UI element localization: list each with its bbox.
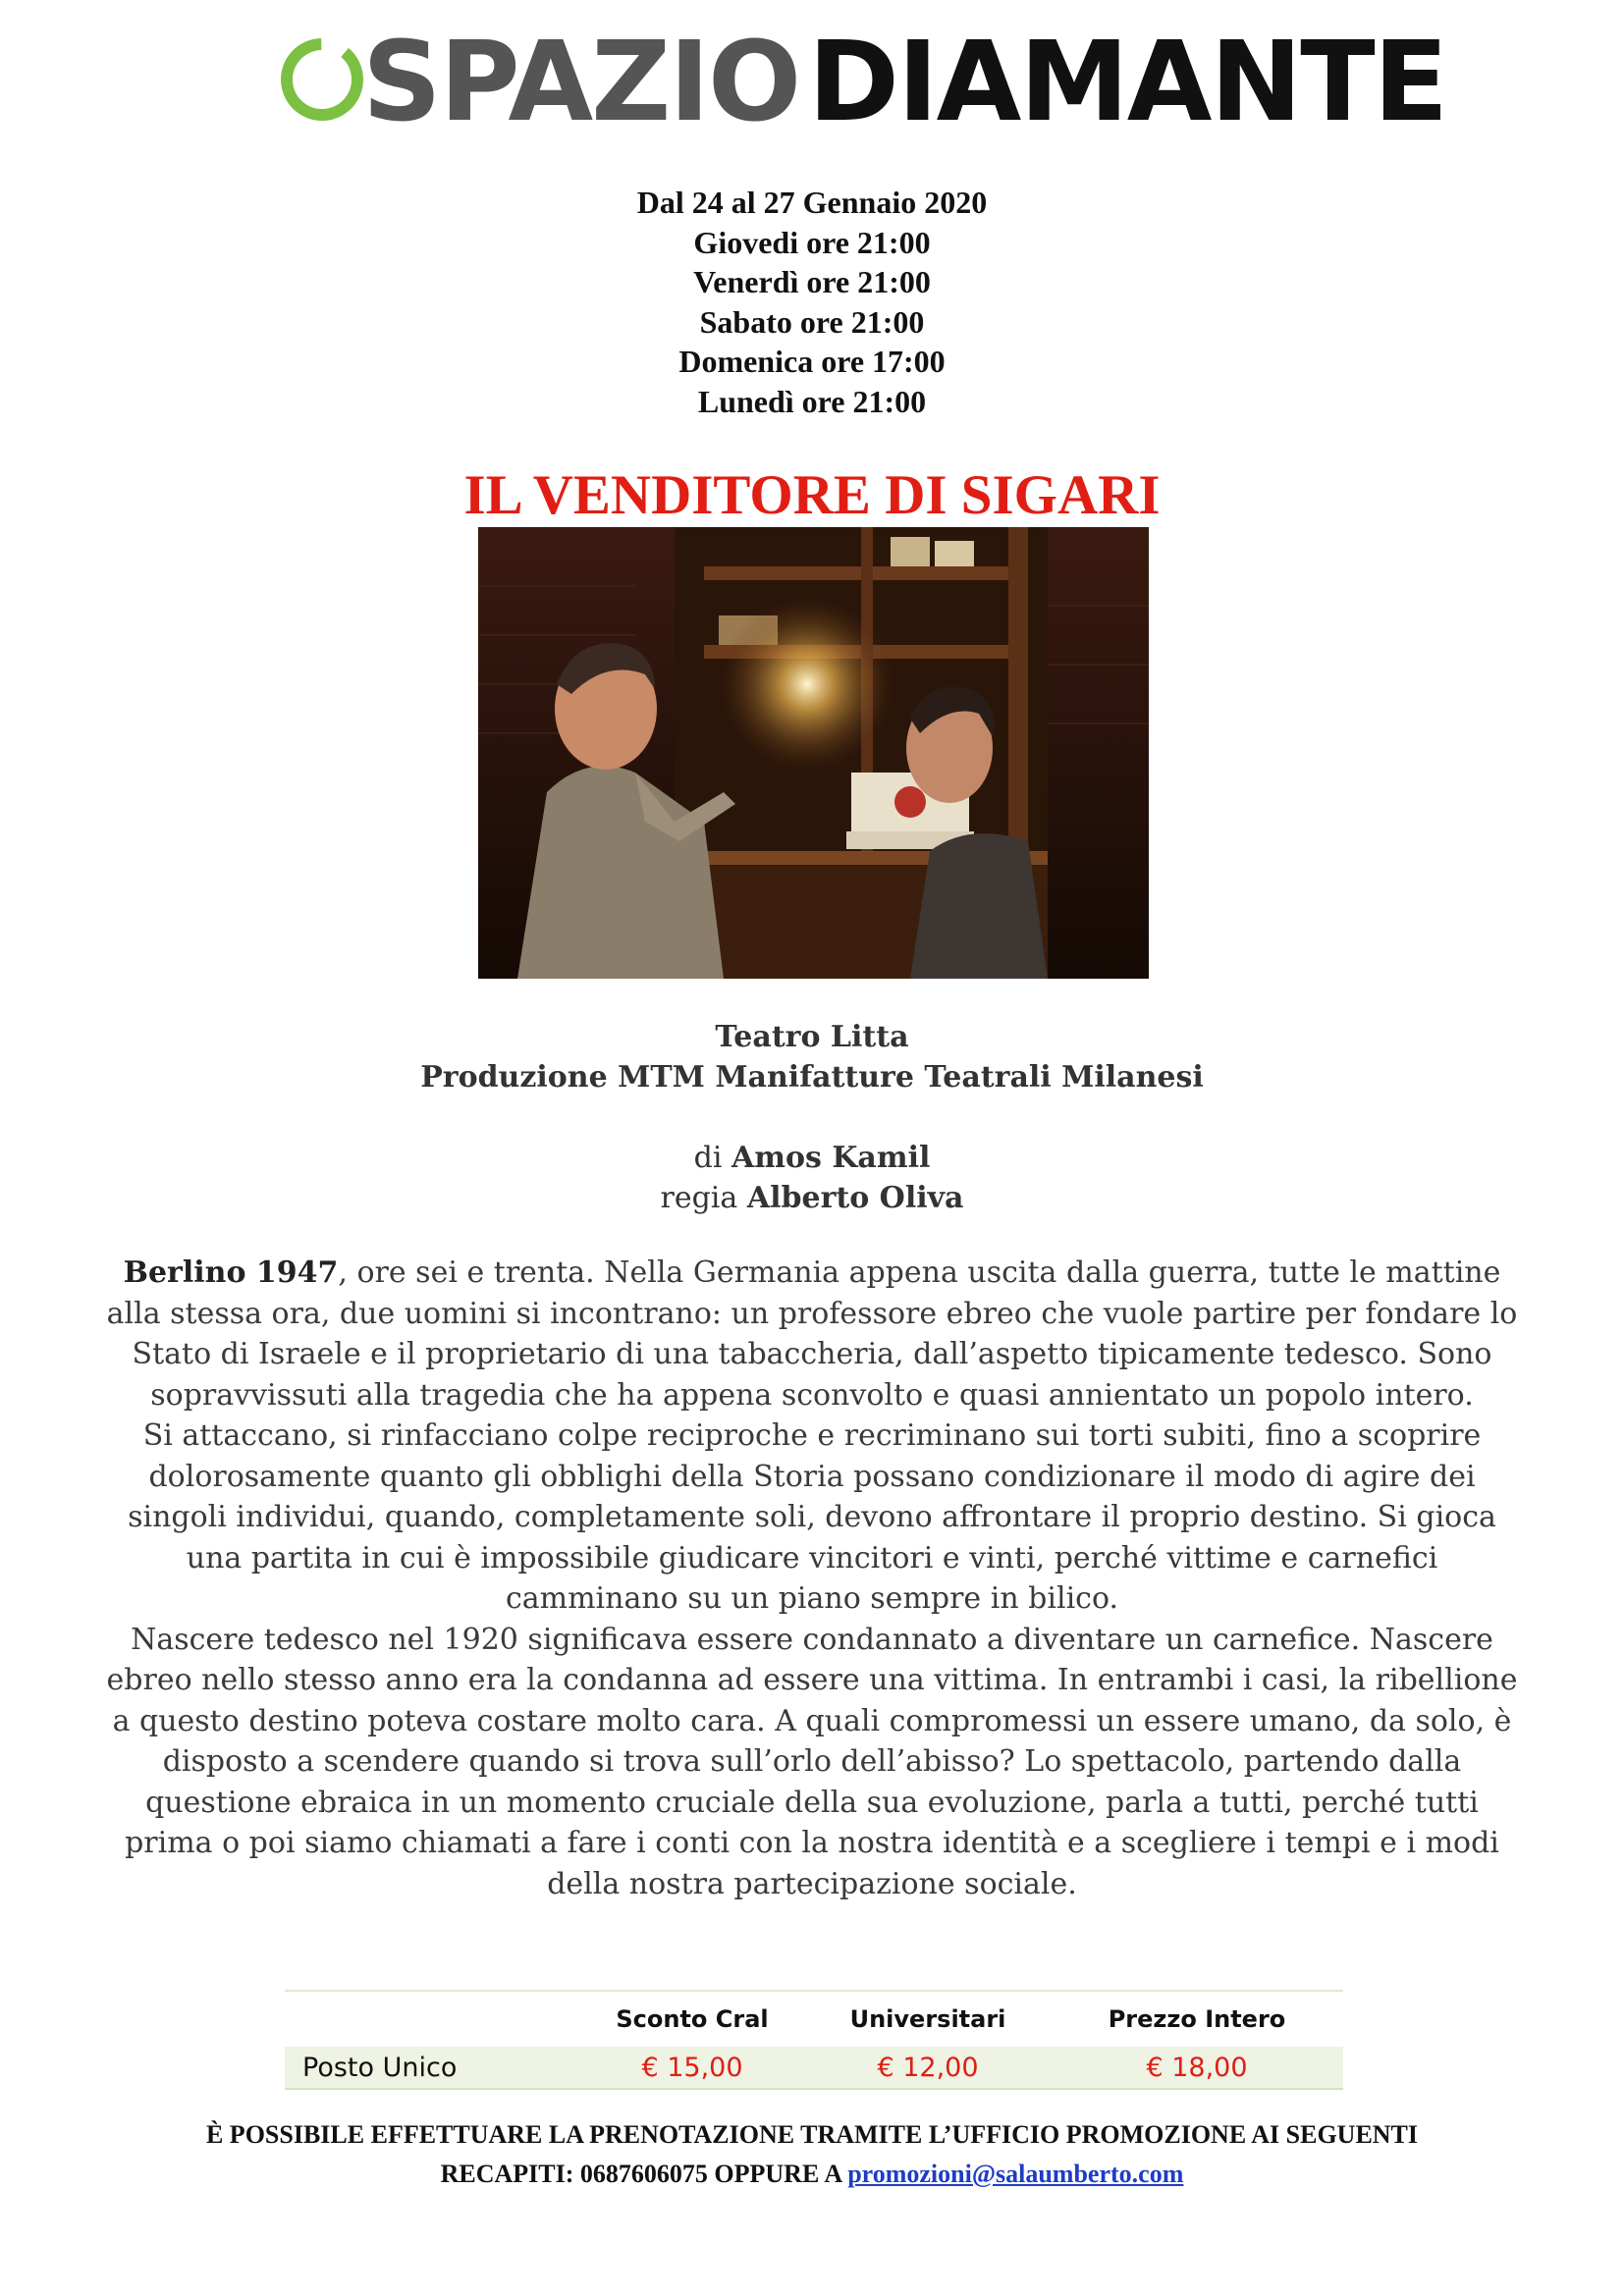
header-universitari: Universitari <box>849 2005 1006 2033</box>
stage-scene-illustration <box>478 527 1149 979</box>
logo-word-diamante: DIAMANTE <box>808 19 1447 146</box>
schedule-sunday: Domenica ore 17:00 <box>678 344 946 379</box>
schedule-friday: Venerdì ore 21:00 <box>693 264 931 299</box>
synopsis-paragraph-1 <box>98 1253 1526 1415</box>
author-prefix: di <box>693 1141 731 1175</box>
email-link[interactable]: promozioni@salaumberto.com <box>847 2160 1184 2188</box>
header-prezzo-intero: Prezzo Intero <box>1108 2005 1286 2033</box>
price-table <box>285 1990 1343 2090</box>
price-universitari: € 12,00 <box>877 2052 979 2083</box>
show-photo <box>478 527 1149 979</box>
booking-line-1: È POSSIBILE EFFETTUARE LA PRENOTAZIONE TRAMITE L’UFFICIO PROMOZIONE AI SEGUENTI <box>205 2120 1419 2149</box>
price-table-header <box>285 1992 1343 2047</box>
theatre-name: Teatro Litta <box>715 1020 909 1054</box>
synopsis-paragraph-3: Nascere tedesco nel 1920 significava essere condannato a diventare un carnefice. Nascere ebreo nello stesso anno era la condanna ad essere una vittima. In entrambi i casi, la ribellione a questo destino poteva costare molto cara. A quali compromessi un essere umano, da solo, è disposto a scendere quando si trova sull’orlo dell’abisso? Lo spettacolo, partendo dalla questione ebraica in un momento cruciale della sua evoluzione, parla a tutti, perché tutti prima o poi siamo chiamati a fare i conti con la nostra identità e a scegliere i tempi e i modi della nostra partecipazione sociale. <box>106 1622 1518 1901</box>
production-name: Produzione MTM Manifatture Teatrali Milanesi <box>420 1060 1204 1095</box>
schedule-monday: Lunedì ore 21:00 <box>697 383 927 419</box>
row-label: Posto Unico <box>302 2052 458 2083</box>
director-prefix: regia <box>660 1181 747 1215</box>
logo-word-spazio: SPAZIO <box>362 19 800 146</box>
header-sconto-cral: Sconto Cral <box>616 2005 769 2033</box>
table-row <box>285 2047 1343 2090</box>
show-title: IL VENDITORE DI SIGARI <box>463 464 1161 526</box>
booking-line-2 <box>0 2155 1624 2194</box>
credits <box>0 1017 1624 1218</box>
author-name: Amos Kamil <box>731 1141 931 1175</box>
synopsis <box>98 1253 1526 1904</box>
synopsis-lead: Berlino 1947 <box>123 1255 339 1290</box>
booking-info <box>0 2115 1624 2194</box>
schedule-saturday: Sabato ore 21:00 <box>699 303 925 340</box>
director-name: Alberto Oliva <box>746 1181 964 1215</box>
spazio-diamante-logo <box>278 14 1447 146</box>
price-prezzo-intero: € 18,00 <box>1146 2052 1248 2083</box>
author-line <box>0 1138 1624 1178</box>
director-line <box>0 1178 1624 1218</box>
schedule <box>0 183 1624 421</box>
synopsis-paragraph-2: Si attaccano, si rinfacciano colpe reciproche e recriminano sui torti subiti, fino a scoprire dolorosamente quanto gli obblighi della Storia possano condizionare il modo di agire dei singoli individui, quando, completamente soli, devono affrontare il proprio destino. Si gioca una partita in cui è impossibile giudicare vincitori e vinti, perché vittime e carnefici camminano su un piano sempre in bilico. <box>128 1418 1496 1616</box>
schedule-dates: Dal 24 al 27 Gennaio 2020 <box>636 185 988 220</box>
schedule-thursday: Giovedi ore 21:00 <box>693 224 931 260</box>
booking-contacts: RECAPITI: 0687606075 OPPURE A <box>440 2160 848 2188</box>
price-sconto-cral: € 15,00 <box>641 2052 743 2083</box>
logo-ring-icon <box>278 35 366 124</box>
synopsis-p1-text: , ore sei e trenta. Nella Germania appena uscita dalla guerra, tutte le mattine alla stessa ora, due uomini si incontrano: un professore ebreo che vuole partire per fondare lo Stato di Israele e il proprietario di una tabaccheria, dall’aspetto tipicamente tedesco. Sono sopravvissuti alla tragedia che ha appena sconvolto e quasi annientato un popolo intero. <box>106 1255 1518 1413</box>
